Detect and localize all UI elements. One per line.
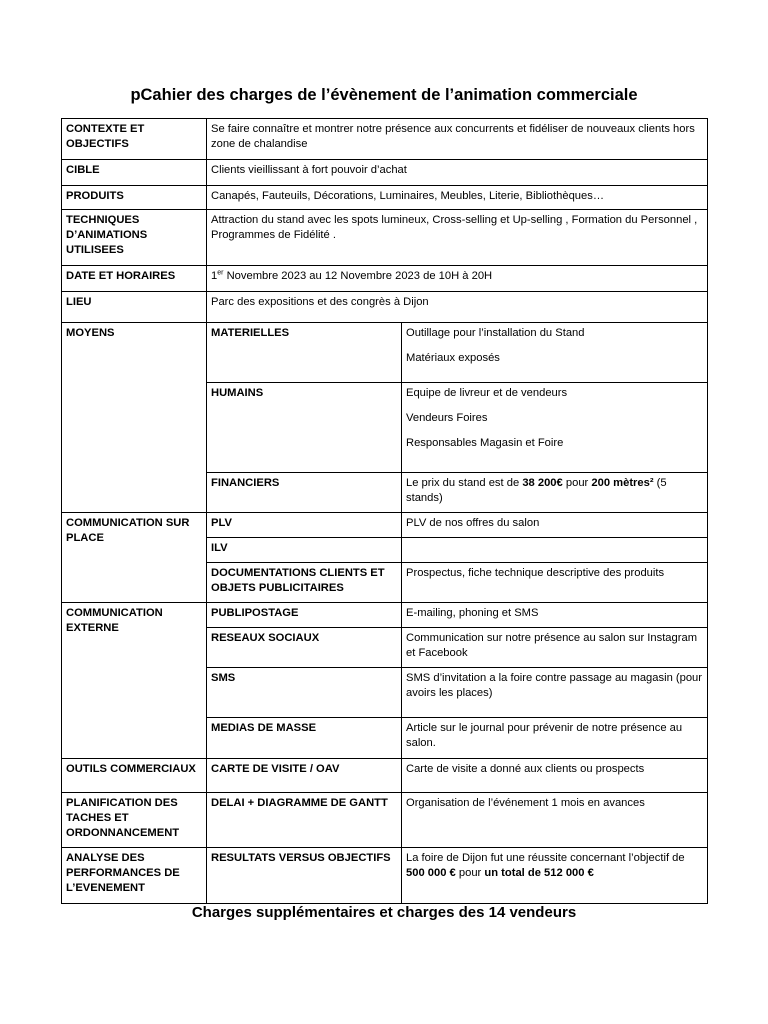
value-publipostage: E-mailing, phoning et SMS: [402, 603, 708, 628]
value-outils: Carte de visite a donné aux clients ou prospects: [402, 759, 708, 793]
document-title: pCahier des charges de l’évènement de l’animation commerciale: [130, 86, 638, 104]
humains-line3: Responsables Magasin et Foire: [406, 436, 564, 449]
label-comm-place: COMMUNICATION SUR PLACE: [62, 513, 207, 603]
label-techniques: TECHNIQUES D’ANIMATIONS UTILISEES: [62, 210, 207, 266]
label-moyens: MOYENS: [62, 323, 207, 513]
label-cible: CIBLE: [62, 160, 207, 186]
row-contexte: [62, 119, 708, 160]
value-analyse: [402, 848, 708, 904]
humains-line1: Equipe de livreur et de vendeurs: [406, 387, 568, 399]
label-comm-externe: COMMUNICATION EXTERNE: [62, 603, 207, 759]
label-plv: PLV: [207, 513, 402, 538]
value-produits: Canapés, Fauteuils, Décorations, Luminaires, Meubles, Literie, Bibliothèques…: [207, 186, 708, 210]
label-publipostage: PUBLIPOSTAGE: [207, 603, 402, 628]
financiers-area: 200 mètres²: [591, 477, 654, 489]
label-carte-visite: CARTE DE VISITE / OAV: [207, 759, 402, 793]
row-analyse: [62, 848, 708, 904]
row-lieu: [62, 292, 708, 323]
label-materielles: MATERIELLES: [207, 323, 402, 383]
label-outils: OUTILS COMMERCIAUX: [62, 759, 207, 793]
value-ilv: [402, 538, 708, 563]
value-materielles: [402, 323, 708, 383]
label-resultats: RESULTATS VERSUS OBJECTIFS: [207, 848, 402, 904]
financiers-text1: Le prix du stand est de: [406, 477, 523, 489]
row-cible: [62, 160, 708, 186]
label-gantt: DELAI + DIAGRAMME DE GANTT: [207, 793, 402, 848]
materielles-line2: Matériaux exposés: [406, 351, 500, 364]
value-financiers: [402, 473, 708, 513]
financiers-price: 38 200€: [522, 477, 563, 489]
date-sup: er: [217, 269, 224, 277]
analyse-text2: pour: [455, 866, 485, 879]
value-techniques: Attraction du stand avec les spots lumineux, Cross-selling et Up-selling , Formation du Personnel , Programmes de Fidélité .: [207, 210, 708, 266]
materielles-line1: Outillage pour l’installation du Stand: [406, 327, 585, 339]
value-docs: Prospectus, fiche technique descriptive des produits: [402, 563, 708, 603]
analyse-objective: 500 000 €: [406, 866, 456, 879]
section-heading-charges: Charges supplémentaires et charges des 14 vendeurs: [191, 904, 577, 921]
humains-line2: Vendeurs Foires: [406, 411, 488, 424]
value-reseaux: Communication sur notre présence au salon sur Instagram et Facebook: [402, 628, 708, 668]
row-planification: [62, 793, 708, 848]
value-humains: [402, 383, 708, 473]
analyse-text1: La foire de Dijon fut une réussite concernant l’objectif de: [406, 852, 685, 864]
value-date: [207, 266, 708, 292]
value-medias: Article sur le journal pour prévenir de notre présence au salon.: [402, 718, 708, 759]
label-medias: MEDIAS DE MASSE: [207, 718, 402, 759]
specification-table: [61, 118, 708, 904]
date-rest: Novembre 2023 au 12 Novembre 2023 de 10H à 20H: [223, 270, 493, 282]
analyse-total: un total de 512 000 €: [484, 866, 594, 879]
value-contexte: Se faire connaître et montrer notre présence aux concurrents et fidéliser de nouveaux clients hors zone de chalandise: [207, 119, 708, 160]
row-plv: [62, 513, 708, 538]
label-reseaux: RESEAUX SOCIAUX: [207, 628, 402, 668]
value-planification: Organisation de l’événement 1 mois en avances: [402, 793, 708, 848]
row-publipostage: [62, 603, 708, 628]
label-planification: PLANIFICATION DES TACHES ET ORDONNANCEMENT: [62, 793, 207, 848]
label-date: DATE ET HORAIRES: [62, 266, 207, 292]
value-lieu: Parc des expositions et des congrès à Dijon: [207, 292, 708, 323]
financiers-text2: pour: [562, 477, 592, 489]
row-materielles: [62, 323, 708, 383]
date-day: 1: [211, 270, 218, 282]
value-plv: PLV de nos offres du salon: [402, 513, 708, 538]
label-produits: PRODUITS: [62, 186, 207, 210]
label-sms: SMS: [207, 668, 402, 718]
label-lieu: LIEU: [62, 292, 207, 323]
label-financiers: FINANCIERS: [207, 473, 402, 513]
row-techniques: [62, 210, 708, 266]
label-ilv: ILV: [207, 538, 402, 563]
value-cible: Clients vieillissant à fort pouvoir d’achat: [207, 160, 708, 186]
value-sms: SMS d’invitation a la foire contre passage au magasin (pour avoirs les places): [402, 668, 708, 718]
row-produits: [62, 186, 708, 210]
label-humains: HUMAINS: [207, 383, 402, 473]
label-docs: DOCUMENTATIONS CLIENTS ET OBJETS PUBLICITAIRES: [207, 563, 402, 603]
label-contexte: CONTEXTE ET OBJECTIFS: [62, 119, 207, 160]
row-outils: [62, 759, 708, 793]
row-date: [62, 266, 708, 292]
label-analyse: ANALYSE DES PERFORMANCES DE L’EVENEMENT: [62, 848, 207, 904]
financiers-text3: (5 stands): [406, 477, 667, 504]
